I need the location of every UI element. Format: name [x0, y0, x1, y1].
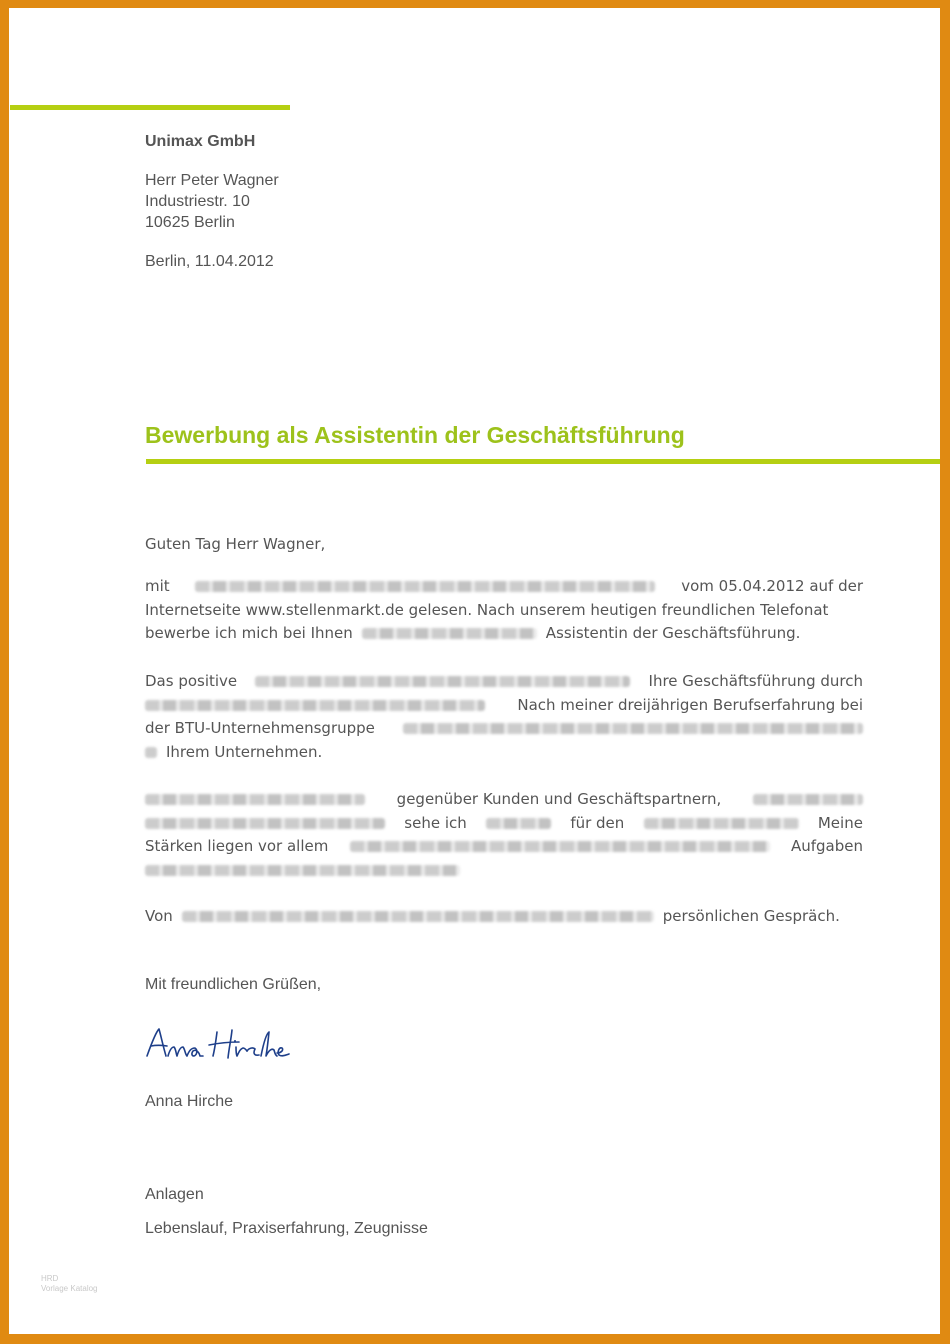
- recipient-city: 10625 Berlin: [145, 214, 235, 231]
- text-fragment: Nach meiner dreijährigen Berufserfahrung bei: [517, 695, 863, 714]
- text-fragment: gegenüber Kunden und Geschäftspartnern,: [396, 790, 722, 808]
- paragraph-4: [145, 905, 863, 929]
- redacted-text: [403, 723, 863, 734]
- redacted-text: [195, 581, 655, 592]
- redacted-text: [145, 818, 385, 829]
- paragraph-2: [145, 670, 863, 764]
- redacted-text: [255, 676, 630, 687]
- watermark-line: Vorlage Katalog: [41, 1284, 98, 1293]
- text-fragment: mit: [145, 577, 170, 595]
- signature-graphic: [143, 1016, 313, 1066]
- paragraph-3: [145, 788, 863, 882]
- redacted-text: [350, 841, 770, 852]
- text-fragment: Ihrem Unternehmen.: [166, 742, 323, 761]
- redacted-text: [182, 911, 654, 922]
- redacted-text: [486, 818, 551, 829]
- text-fragment: der BTU-Unternehmensgruppe: [145, 719, 375, 737]
- text-fragment: Stärken liegen vor allem: [145, 837, 329, 855]
- paragraph-1: [145, 575, 863, 646]
- signer-name: Anna Hirche: [145, 1093, 234, 1110]
- letter-date: Berlin, 11.04.2012: [145, 253, 274, 270]
- header-accent-rule: [10, 105, 290, 110]
- sender-company: Unimax GmbH: [145, 133, 256, 150]
- closing-line: Mit freundlichen Grüßen,: [145, 976, 322, 993]
- text-fragment: Das positive: [145, 672, 238, 690]
- letter-page: [9, 8, 940, 1334]
- text-fragment: Assistentin der Geschäftsführung.: [545, 624, 801, 642]
- text-fragment: persönlichen Gespräch.: [662, 907, 840, 925]
- redacted-text: [644, 818, 799, 829]
- salutation: Guten Tag Herr Wagner,: [145, 535, 326, 553]
- watermark-line: HRD: [41, 1274, 59, 1283]
- text-fragment: bewerbe ich mich bei Ihnen: [145, 624, 353, 642]
- attachments-list: Lebenslauf, Praxiserfahrung, Zeugnisse: [145, 1220, 428, 1237]
- redacted-text: [145, 700, 485, 711]
- text-fragment: für den: [570, 813, 625, 832]
- text-fragment: Internetseite www.stellenmarkt.de gelesen. Nach unserem heutigen freundlichen Telefonat: [145, 600, 829, 619]
- redacted-text: [145, 747, 157, 758]
- recipient-street: Industriestr. 10: [145, 193, 250, 210]
- letter-subject: Bewerbung als Assistentin der Geschäftsführung: [145, 422, 685, 448]
- text-fragment: Von: [145, 907, 173, 925]
- text-fragment: Ihre Geschäftsführung durch: [648, 672, 863, 690]
- text-fragment: Meine: [817, 813, 863, 832]
- recipient-name: Herr Peter Wagner: [145, 172, 279, 189]
- watermark: [41, 1274, 98, 1294]
- subject-accent-rule: [146, 459, 940, 464]
- recipient-address: [145, 170, 279, 233]
- handwritten-signature: [143, 1016, 313, 1071]
- text-fragment: sehe ich: [404, 813, 467, 832]
- attachments-heading: Anlagen: [145, 1186, 204, 1203]
- redacted-text: [753, 794, 863, 805]
- redacted-text: [145, 794, 365, 805]
- text-fragment: Aufgaben: [790, 837, 863, 855]
- redacted-text: [362, 628, 537, 639]
- text-fragment: vom 05.04.2012 auf der: [681, 577, 863, 595]
- redacted-text: [145, 865, 460, 876]
